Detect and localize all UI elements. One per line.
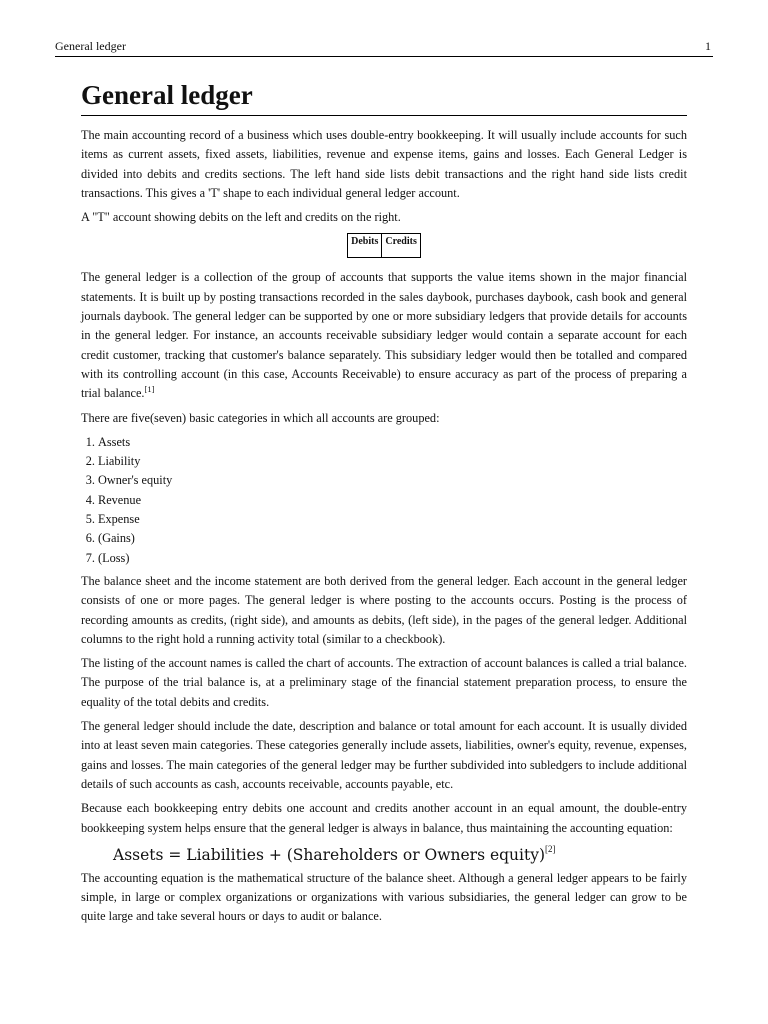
balance-sheet-paragraph: The balance sheet and the income statement are both derived from the general ledger. Each account in the general ledger consists of one or more pages. The general ledger is where posting to the accounts occurs. Posting is the process of recording amounts as credits, (right side), and amounts as debits, (left side), in the pages of the general ledger. Additional columns to the right hold a running activity total (similar to a checkbook). (81, 573, 687, 646)
citation-1-link[interactable]: [1] (144, 384, 155, 395)
equation-text: Assets = Liabilities + (Shareholders or Owners equity) (113, 845, 546, 864)
list-item: 4. Revenue (98, 491, 687, 510)
debits-header: Debits (348, 234, 382, 258)
running-header (55, 38, 713, 57)
page-title: General ledger (81, 78, 687, 116)
list-item: 1. Assets (98, 433, 687, 452)
ledger-description-paragraph (81, 268, 687, 403)
chart-of-accounts-paragraph: The listing of the account names is called the chart of accounts. The extraction of account balances is called a trial balance. The purpose of the trial balance is, at a preliminary stage of the financial statement preparation process, to ensure the equality of the total debits and credits. (81, 656, 687, 709)
list-item: 7. (Loss) (98, 549, 687, 568)
list-item: 5. Expense (98, 510, 687, 529)
intro-paragraph: The main accounting record of a business which uses double-entry bookkeeping. It will usually include accounts for such items as current assets, fixed assets, liabilities, revenue and expense items, gains and losses. Each General Ledger is divided into debits and credits sections. The left hand side lists debit transactions and the right hand side lists credit transactions. This gives a 'T' shape to each individual general ledger account. (81, 128, 687, 200)
accounting-equation (113, 844, 687, 866)
t-account-table (347, 233, 421, 258)
ledger-description-text: The general ledger is a collection of the group of accounts that supports the value items shown in the major financial statements. It is built up by posting transactions recorded in the sales daybook, purchases daybook, cash book and general journals daybook. The general ledger can be supported by one or more subsidiary ledgers that provide details for accounts in the general ledger. For instance, an accounts receivable subsidiary ledger would contain a separate account for each credit customer, tracking that customer's balance separately. This subsidiary ledger would then be totalled and compared with its controlling account (in this case, Accounts Receivable) to ensure accuracy as part of the process of preparing a trial balance. (81, 270, 687, 401)
list-item: 3. Owner's equity (98, 471, 687, 490)
t-account-caption: A "T" account showing debits on the left and credits on the right. (81, 210, 401, 225)
article-body (81, 78, 687, 932)
closing-paragraph: The accounting equation is the mathematical structure of the balance sheet. Although a general ledger appears to be fairly simple, in large or complex organizations or organizations with various subsidiaries, the general ledger can grow to be quite large and take several hours or days to audit or balance. (81, 870, 687, 924)
ledger-contents-paragraph: The general ledger should include the date, description and balance or total amount for each account. It is usually divided into at least seven main categories. These categories generally include assets, liabilities, owner's equity, revenue, expenses, gains and losses. The main categories of the general ledger may be further subdivided into subledgers to include additional details of such accounts as cash, accounts receivable, accounts payable, etc. (81, 719, 687, 791)
categories-intro: There are five(seven) basic categories in which all accounts are grouped: (81, 410, 440, 425)
page-number: 1 (705, 39, 711, 53)
citation-2-link[interactable]: [2] (545, 843, 556, 854)
credits-header: Credits (382, 234, 420, 258)
list-item: 2. Liability (98, 452, 687, 471)
running-title: General ledger (55, 39, 126, 53)
double-entry-paragraph: Because each bookkeeping entry debits one account and credits another account in an equal amount, the double-entry bookkeeping system helps ensure that the general ledger is always in balance, thus maintaining the accounting equation: (81, 801, 687, 835)
categories-list (81, 433, 687, 568)
list-item: 6. (Gains) (98, 529, 687, 548)
